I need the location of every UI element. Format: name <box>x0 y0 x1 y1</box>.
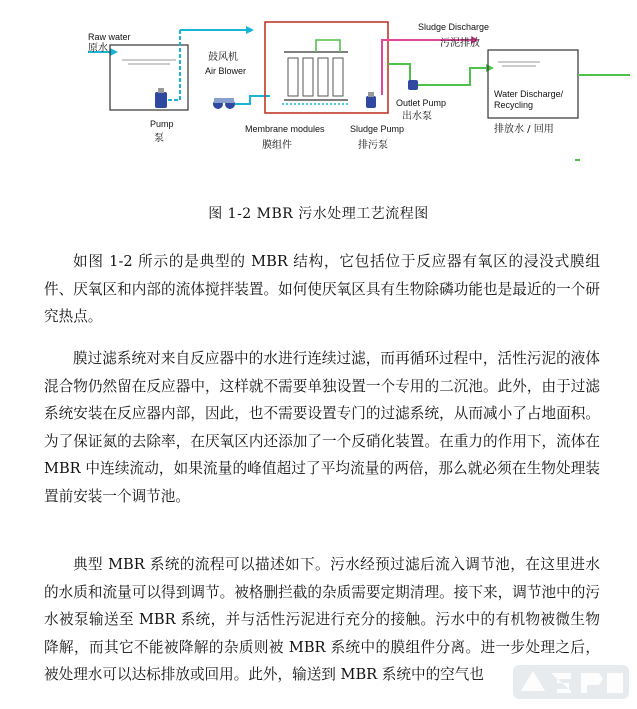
sludge-pump-label-cn: 排污泵 <box>358 140 388 151</box>
water-discharge-label-cn: 排放水 / 回用 <box>494 124 554 135</box>
membrane-label-cn: 膜组件 <box>262 140 292 151</box>
sludge-pump-icon <box>366 92 376 108</box>
outlet-pump-icon <box>408 80 418 90</box>
figure-caption: 图 1-2 MBR 污水处理工艺流程图 <box>208 206 429 222</box>
outlet-pump-label-cn: 出水泵 <box>402 111 432 122</box>
membrane-label-en: Membrane modules <box>245 124 325 134</box>
feed-pump-icon <box>155 88 167 108</box>
raw-water-label-en: Raw water <box>88 32 131 42</box>
feed-pipe <box>168 30 250 100</box>
air-blower-label-cn: 鼓风机 <box>208 52 238 63</box>
water-discharge-label-en-1: Water Discharge/ <box>494 89 564 99</box>
sludge-discharge-label-cn: 污泥排放 <box>440 38 480 49</box>
pump-label-en: Pump <box>150 119 174 129</box>
paragraph-1: 如图 1-2 所示的是典型的 MBR 结构，它包括位于反应器有氧区的浸没式膜组件、厌氧区和内部的流体搅拌装置。如何使厌氧区具有生物除磷功能也是最近的一个研究热点。 <box>44 253 600 325</box>
sludge-pump-label-en: Sludge Pump <box>350 124 405 134</box>
permeate-pipe <box>316 40 340 52</box>
outlet-pump-label-en: Outlet Pump <box>396 98 447 108</box>
water-discharge-label-en-2: Recycling <box>494 100 534 110</box>
watermark-logo-icon <box>511 661 631 705</box>
membrane-modules-icon <box>282 52 350 104</box>
paragraph-3: 典型 MBR 系统的流程可以描述如下。污水经预过滤后流入调节池，在这里进水的水质和流量可以得到调节。被格删拦截的杂质需要定期清理。接下来，调节池中的污水被泵输送至 MBR 系统，并与活性污泥进行充分的接触。污水中的有机物被微生物降解，而其它不能被降解的杂质则被 MBR 系统中的膜组件分离。进一步处理之后，被处理水可以达标排放或回用。此外，输送到 MBR 系统中的空气也 <box>44 556 600 683</box>
pump-label-cn: 泵 <box>154 133 164 144</box>
raw-water-arrow <box>110 48 118 56</box>
raw-water-label-cn: 原水 <box>88 43 108 54</box>
mbr-process-diagram <box>0 0 637 175</box>
sludge-discharge-label-en: Sludge Discharge <box>418 22 490 32</box>
paragraph-2: 膜过滤系统对来自反应器中的水进行连续过滤，而再循环过程中，活性污泥的液体混合物仍然留在反应器中，这样就不需要单独设置一个专用的二沉池。此外，由于过滤系统安装在反应器内部，因此，也不需要设置专门的过滤系统，从而减小了占地面积。为了保证氮的去除率，在厌氧区内还添加了一个反硝化装置。在重力的作用下，流体在 MBR 中连续流动，如果流量的峰值超过了平均流量的两倍，那么就必须在生物处理装置前安装一个调节池。 <box>44 350 600 505</box>
outlet-pipe <box>388 64 490 85</box>
air-blower-icon <box>213 98 235 109</box>
air-blower-label-en: Air Blower <box>205 66 247 76</box>
